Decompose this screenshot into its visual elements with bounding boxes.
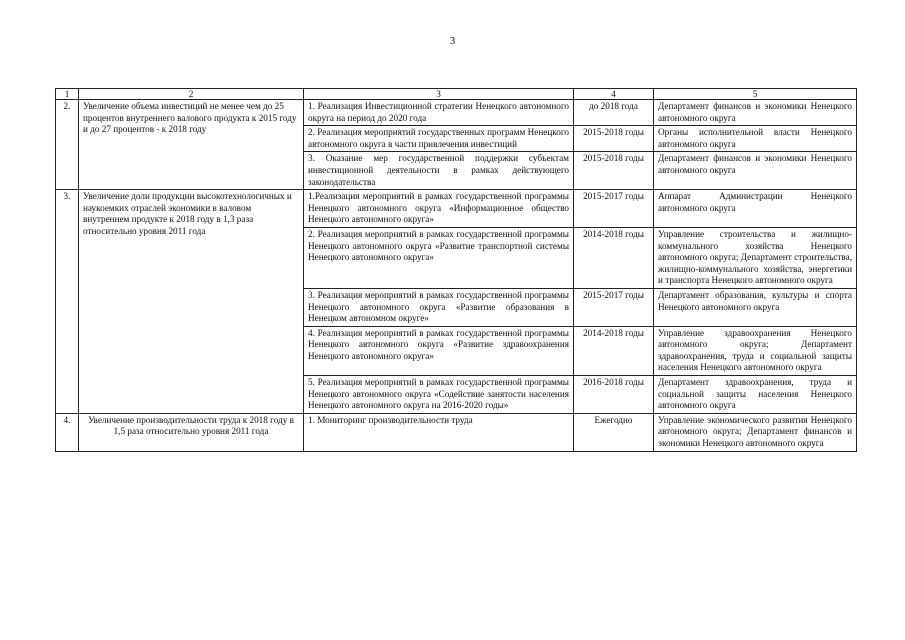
term-cell: 2014-2018 годы bbox=[574, 326, 654, 375]
measure-cell: 2. Реализация мероприятий в рамках государственной программы Ненецкого автономного округа «Развитие транспортной системы Ненецкого автономного округа» bbox=[304, 227, 574, 288]
term-cell: 2015-2018 годы bbox=[574, 126, 654, 152]
table-row bbox=[56, 100, 857, 126]
measure-cell: 2. Реализация мероприятий государственных программ Ненецкого автономного округа в части привлечения инвестиций bbox=[304, 126, 574, 152]
goal-cell: Увеличение объема инвестиций не менее чем до 25 процентов внутреннего валового продукта к 2015 году и до 27 процентов - к 2018 году bbox=[79, 100, 304, 190]
page-number: 3 bbox=[449, 35, 456, 47]
responsible-cell: Органы исполнительной власти Ненецкого автономного округа bbox=[654, 126, 857, 152]
table-row bbox=[56, 413, 857, 451]
responsible-cell: Управление экономического развития Ненецкого автономного округа; Департамент финансов и экономики Ненецкого автономного округа bbox=[654, 413, 857, 451]
header-col-2: 2 bbox=[79, 89, 304, 100]
table-header-row bbox=[56, 89, 857, 100]
measure-cell: 5. Реализация мероприятий в рамках государственной программы Ненецкого автономного округа «Содействие занятости населения Ненецкого автономного округа на 2016-2020 годы» bbox=[304, 376, 574, 414]
term-cell: 2014-2018 годы bbox=[574, 227, 654, 288]
goal-cell: Увеличение доли продукции высокотехнологичных и наукоемких отраслей экономики в валовом внутреннем продукте к 2018 году в 1,3 раза относительно уровня 2011 года bbox=[79, 190, 304, 414]
measure-cell: 3. Оказание мер государственной поддержки субъектам инвестиционной деятельности в рамках действующего законодательства bbox=[304, 152, 574, 190]
term-cell: до 2018 года bbox=[574, 100, 654, 126]
responsible-cell: Управление здравоохранения Ненецкого автономного округа; Департамент здравоохранения, труда и социальной защиты населения Ненецкого автономного округа bbox=[654, 326, 857, 375]
measure-cell: 3. Реализация мероприятий в рамках государственной программы Ненецкого автономного округа «Развитие образования в Ненецком автономном округе» bbox=[304, 288, 574, 326]
measure-cell: 1.Реализация мероприятий в рамках государственной программы Ненецкого автономного округа «Информационное общество Ненецкого автономного округа» bbox=[304, 190, 574, 228]
responsible-cell: Департамент финансов и экономики Ненецкого автономного округа bbox=[654, 152, 857, 190]
responsible-cell: Аппарат Администрации Ненецкого автономного округа bbox=[654, 190, 857, 228]
responsible-cell: Департамент образования, культуры и спорта Ненецкого автономного округа bbox=[654, 288, 857, 326]
term-cell: 2016-2018 годы bbox=[574, 376, 654, 414]
measures-table bbox=[55, 88, 857, 452]
measure-cell: 1. Реализация Инвестиционной стратегии Ненецкого автономного округа на период до 2020 года bbox=[304, 100, 574, 126]
responsible-cell: Управление строительства и жилищно-коммунального хозяйства Ненецкого автономного округа; Департамент строительства, жилищно-коммунального хозяйства, энергетики и транспорта Ненецкого автономного округа bbox=[654, 227, 857, 288]
row-number: 3. bbox=[56, 190, 79, 414]
header-col-5: 5 bbox=[654, 89, 857, 100]
term-cell: 2015-2017 годы bbox=[574, 288, 654, 326]
header-col-1: 1 bbox=[56, 89, 79, 100]
term-cell: Ежегодно bbox=[574, 413, 654, 451]
measure-cell: 4. Реализация мероприятий в рамках государственной программы Ненецкого автономного округа «Развитие здравоохранения Ненецкого автономного округа» bbox=[304, 326, 574, 375]
responsible-cell: Департамент здравоохранения, труда и социальной защиты населения Ненецкого автономного округа bbox=[654, 376, 857, 414]
header-col-3: 3 bbox=[304, 89, 574, 100]
term-cell: 2015-2018 годы bbox=[574, 152, 654, 190]
goal-cell: Увеличение производительности труда к 2018 году в 1,5 раза относительно уровня 2011 года bbox=[79, 413, 304, 451]
header-col-4: 4 bbox=[574, 89, 654, 100]
term-cell: 2015-2017 годы bbox=[574, 190, 654, 228]
responsible-cell: Департамент финансов и экономики Ненецкого автономного округа bbox=[654, 100, 857, 126]
row-number: 2. bbox=[56, 100, 79, 190]
row-number: 4. bbox=[56, 413, 79, 451]
measure-cell: 1. Мониторинг производительности труда bbox=[304, 413, 574, 451]
table-row bbox=[56, 190, 857, 228]
